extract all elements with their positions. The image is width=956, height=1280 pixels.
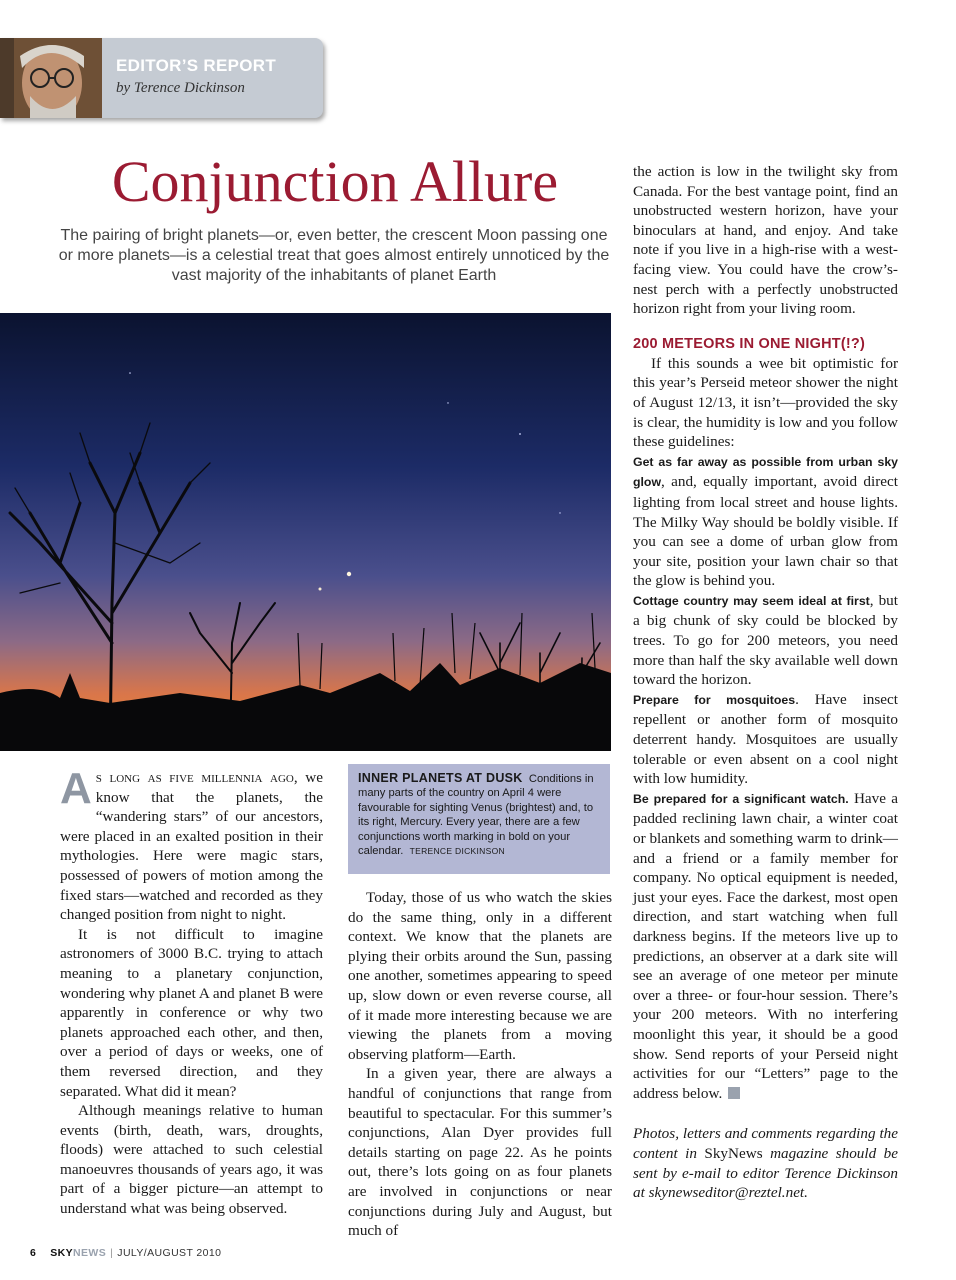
- article-column-2: [348, 888, 612, 1241]
- lead-in: s long as five millennia ago,: [95, 769, 298, 786]
- end-mark-icon: [728, 1087, 740, 1099]
- paragraph-2: It is not difficult to imagine astronomers of 3000 B.C. trying to attach meaning to a planetary conjunction, wondering why planet A and planet B were apparently in conference or why two planets approached each other, and then, over a period of days or weeks, one of them reversed direction, and they separated. What did it mean?: [60, 925, 323, 1100]
- issue-date: JULY/AUGUST 2010: [117, 1247, 222, 1259]
- paragraph-1-text: we know that the planets, the “wandering stars” of our ancestors, were placed in an exalted position in their mythologies. Here were magic stars, possessed of powers of motion among the fixed stars—watched and recorded as they changed position from night to night.: [60, 769, 324, 924]
- portrait-image: [0, 38, 102, 118]
- tip-4-text: Have a padded reclining lawn chair, a winter coat or blankets and something warm to drink—and a friend or a family member for company. No optical equipment is needed, just your eyes. Face the darkest, most open direction, and start watching when full darkness begins. If the meteors live up to predictions, an observer at a dark site will see an average of one meteor per minute over a three- or four-hour session. There’s your 200 meteors. With no interfering moonlight this year, it should be a good show. Send reports of your Perseid night activities for our “Letters” page to the address below.: [633, 789, 898, 1102]
- twilight-sky-image: [0, 313, 611, 751]
- contact-note: [633, 1124, 898, 1202]
- tip-2-lead: Cottage country may seem ideal at first: [633, 593, 870, 608]
- photo-credit: TERENCE DICKINSON: [409, 846, 505, 857]
- tip-1-text: , and, equally important, avoid direct lighting from local street and house lights. The Milky Way should be boldly visible. If you can see a dome of urban glow from your site, position your lawn chair so that the glow is behind you.: [633, 473, 898, 590]
- page-number: 6: [30, 1247, 37, 1259]
- author-byline: by Terence Dickinson: [116, 80, 245, 96]
- subheading: 200 METEORS IN ONE NIGHT(!?): [633, 335, 865, 352]
- drop-cap: A: [60, 764, 92, 813]
- article-deck: The pairing of bright planets—or, even better, the crescent Moon passing one or more planets—is a celestial treat that goes almost entirely unnoticed by the vast majority of the inhabitants of planet Earth: [58, 227, 610, 284]
- article-column-3: [633, 162, 898, 1203]
- brand-news: NEWS: [73, 1247, 107, 1259]
- contact-note-a: Photos, letters and comments regarding the content in: [633, 1125, 898, 1162]
- page-footer: [30, 1247, 221, 1259]
- paragraph-5: In a given year, there are always a handful of conjunctions that range from beautiful to spectacular. For this summer’s conjunctions, Alan Dyer provides full details starting on page 22. As he points out, there’s lots going on as four planets are involved in conjunctions or near conjunctions during July and August, but much of: [348, 1065, 612, 1240]
- paragraph-7: If this sounds a wee bit optimistic for this year’s Perseid meteor shower the night of August 12/13, it isn’t—provided the sky is clear, the humidity is low and you follow these guidelines:: [633, 354, 898, 451]
- magazine-name: SkyNews: [704, 1144, 763, 1162]
- paragraph-4: Today, those of us who watch the skies do the same thing, only in a different context. We know that the planets are plying their orbits around the Sun, passing one another, sometimes appearing to speed up, slow down or even reverse course, all of it made more interesting because we are viewing the planets from a moving observing platform—Earth.: [348, 889, 612, 1063]
- caption-body: Conditions in many parts of the country on April 4 were favourable for sighting Venus (brightest) and, to its right, Mercury. Every year, there are a few conjunctions worth marking in bold on your calendar.: [358, 773, 594, 858]
- paragraph-6: the action is low in the twilight sky from Canada. For the best vantage point, find an unobstructed western horizon, have your binoculars at hand, and enjoy. And take note if you live in a high-rise with a west-facing view. You could have the crow’s-nest perch with a perfectly unobstructed horizon right from your living room.: [633, 163, 898, 318]
- tip-4-lead: Be prepared for a significant watch.: [633, 791, 849, 806]
- photo-caption: [358, 771, 602, 858]
- tip-3-text: . Have insect repellent or another form of mosquito deterrent handy. Mosquitoes are usually tolerable or even absent on a cool night with low humidity.: [633, 690, 898, 788]
- article-column-1: [60, 764, 324, 1219]
- tip-2-text: , but a big chunk of sky could be blocked by trees. To go for 200 meteors, you need more than half the sky available well down toward the horizon.: [633, 591, 898, 689]
- tip-2: [633, 591, 898, 690]
- section-title: EDITOR’S REPORT: [116, 56, 277, 75]
- brand-sky: SKY: [50, 1247, 74, 1259]
- tip-3: [633, 690, 898, 789]
- paragraph-3: Although meanings relative to human events (birth, death, wars, droughts, floods) were attached to such celestial manoeuvres thousands of years ago, it was part of a bigger picture—an attempt to understand what was being observed.: [60, 1102, 323, 1218]
- caption-heading: INNER PLANETS AT DUSK: [358, 771, 523, 785]
- footer-separator: |: [110, 1247, 114, 1259]
- tip-3-lead: Prepare for mosquitoes: [633, 692, 796, 707]
- article-headline: Conjunction Allure: [111, 149, 559, 214]
- tip-1-lead: Get as far away as possible from urban sky glow: [633, 454, 898, 490]
- tip-4: [633, 789, 898, 1104]
- author-portrait: [0, 38, 102, 118]
- tip-1: [633, 452, 898, 591]
- contact-note-b: magazine should be sent by e-mail to editor Terence Dickinson at skynewseditor@reztel.net.: [633, 1144, 898, 1202]
- paragraph-1: [60, 764, 324, 925]
- twilight-photo: [0, 313, 611, 751]
